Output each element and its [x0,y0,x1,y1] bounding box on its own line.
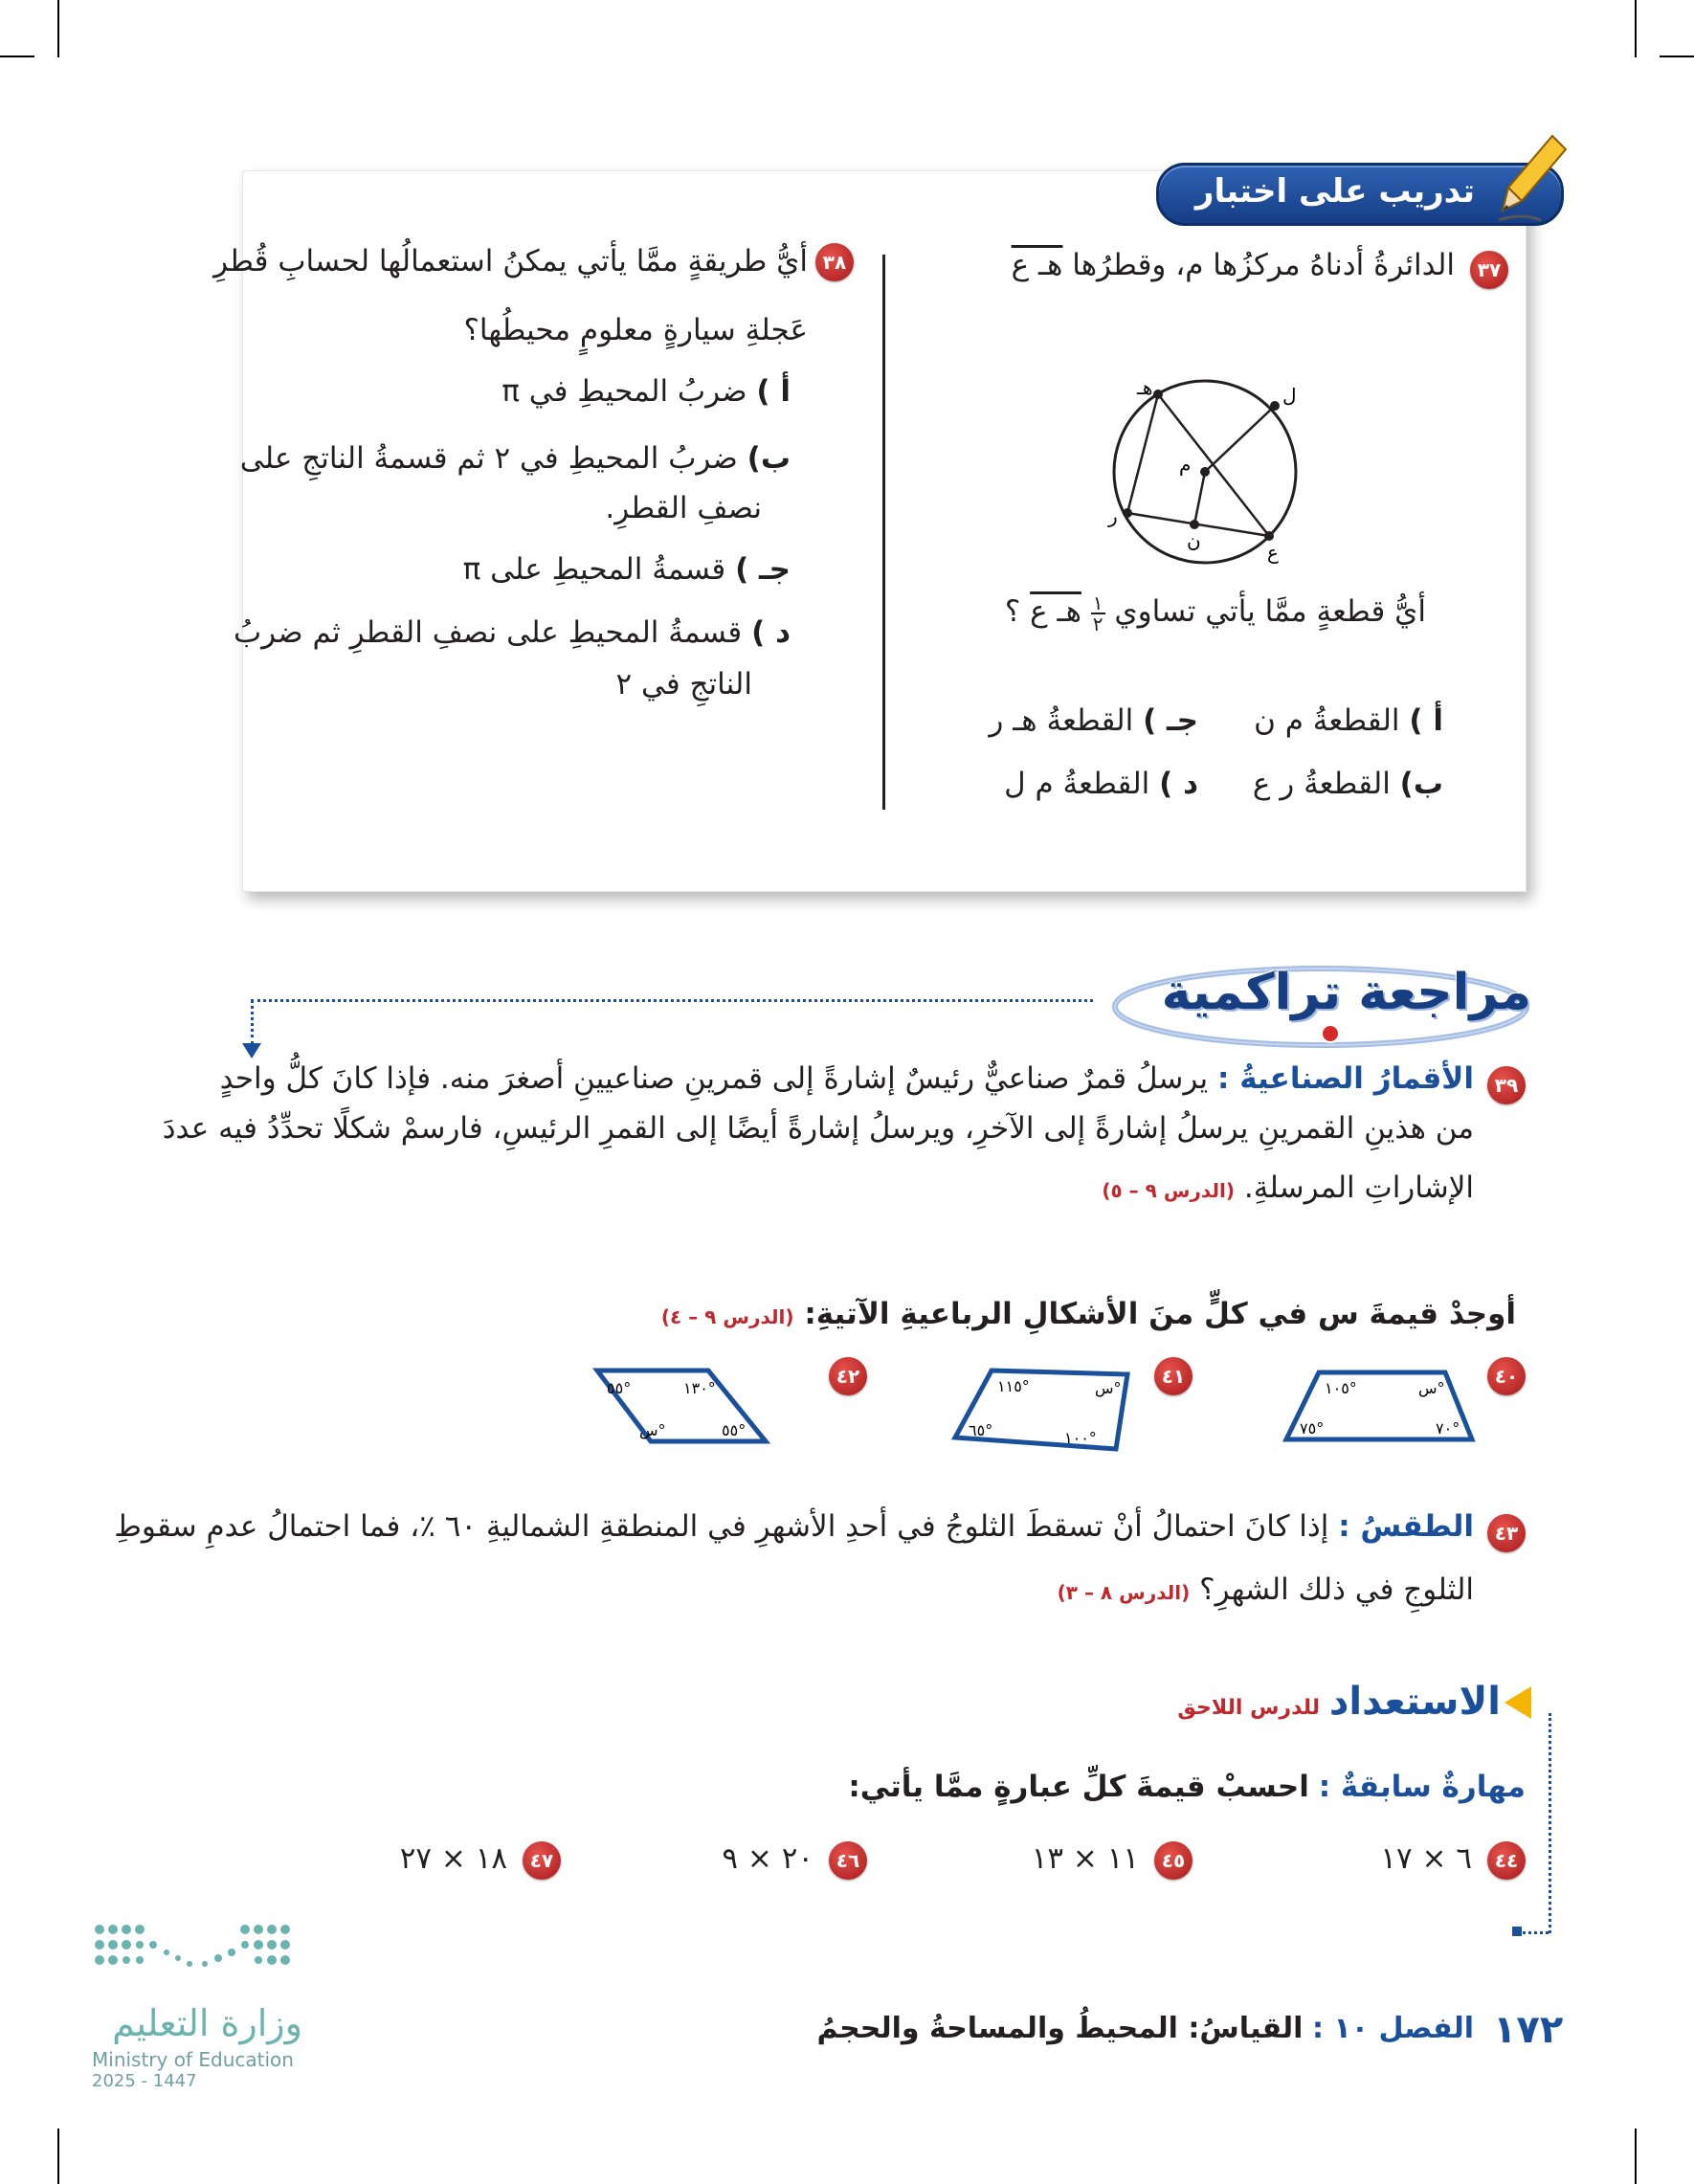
lesson-reference: (الدرس ٨ – ٣) [1057,1581,1191,1604]
half-fraction [1091,593,1105,634]
test-practice-title: تدريب على اختبار [1194,172,1476,211]
choice-letter: أ ) [756,374,791,409]
label-e: ع [1267,541,1279,564]
question-badge: ٣٧ [1470,251,1508,289]
quad-angle: ١١٥° [997,1377,1030,1395]
ministry-name-arabic: وزارة التعليم [112,2002,302,2044]
question-badge: ٤١ [1154,1357,1192,1395]
expression-45: ١١ × ١٣ [1031,1841,1139,1876]
question-badge: ٤٥ [1154,1841,1192,1880]
lesson-reference: (الدرس ٩ – ٤) [660,1305,794,1328]
q37-stem-text: الدائرةُ أدناهُ مركزُها م، وقطرُها [1072,248,1455,282]
quad-angle: س° [1418,1379,1445,1397]
quad-intro: أوجدْ قيمةَ س في كلٍّ منَ الأشكالِ الرباعيةِ الآتيةِ: [804,1297,1516,1331]
q38-choice-b[interactable] [216,438,791,479]
circle-figure [1091,373,1321,574]
choice-letter: جـ ) [735,552,791,587]
expression-47: ١٨ × ٢٧ [399,1841,507,1876]
q38-choice-d-cont: الناتجِ في ٢ [615,667,752,702]
quad-angle: ١٠٥° [1325,1379,1357,1397]
q37-stem-segment: هـ ع [1011,248,1063,282]
pencil-icon [1493,132,1570,228]
chapter-title [816,2012,1474,2045]
question-38-stem-line1: أيُّ طريقةٍ ممَّا يأتي يمكنُ استعمالُها لحسابِ قُطرِ [213,244,808,279]
ministry-logo [90,1914,310,2010]
skill-label: مهارةٌ سابقةٌ : [1318,1770,1526,1804]
quad-angle: ١٠٠° [1064,1429,1097,1447]
prepare-skill [664,1767,1526,1807]
arrow-down-icon [242,1043,261,1059]
q38-choice-d[interactable] [216,613,791,653]
q43-text-end: الثلوجِ في ذلك الشهرِ؟ [1199,1572,1474,1607]
quad-angle: س° [639,1421,666,1439]
ministry-year: 2025 - 1447 [92,2071,197,2091]
crop-mark [1660,56,1694,57]
crop-mark [57,2128,59,2184]
quad-angle: ٥٥° [722,1421,747,1439]
question-39-line2: من هذينِ القمرينِ يرسلُ إشارةً إلى الآخرِ، ويرسلُ إشارةً أيضًا إلى القمرِ الرئيسِ، فارسمْ شكلًا تحدِّدُ فيه عددَ [162,1111,1474,1146]
review-dotted-rule [251,999,254,1045]
q38-choice-b-cont: نصفِ القطرِ. [605,491,762,525]
prepare-subtitle: للدرس اللاحق [1177,1696,1321,1720]
quad-angle: ٥٥° [607,1379,632,1397]
label-n: ن [1187,529,1201,552]
choice-text: القطعةُ م ن [1254,703,1400,738]
choice-letter: ب) [1399,767,1443,801]
q37-ask-segment: هـ ع [1030,594,1081,629]
triangle-pointer-icon [1505,1686,1531,1719]
quad-angle: ٧٥° [1300,1419,1325,1437]
q37-ask-mark: ؟ [1004,594,1021,629]
prepare-title: الاستعداد [1328,1680,1501,1724]
crop-mark [0,56,34,57]
question-39-line1 [219,1059,1474,1099]
question-43-line1 [114,1506,1474,1547]
prepare-dotted-rule [1549,1713,1551,1933]
q39-text: يرسلُ قمرٌ صناعيٌّ رئيسٌ إشارةً إلى قمرينِ صناعيينِ أصغرَ منه. فإذا كانَ كلُّ واحدٍ [219,1061,1209,1096]
quad-41-figure [949,1359,1141,1464]
q37-choice-d[interactable] [940,764,1198,804]
skill-text: احسبْ قيمةَ كلِّ عبارةٍ ممَّا يأتي: [848,1770,1309,1804]
quad-angle: ١٣٠° [683,1379,716,1397]
choice-letter: أ ) [1409,703,1443,738]
q38-choice-c[interactable] [216,549,791,590]
cumulative-review-title: مراجعة تراكمية [1161,964,1531,1021]
lesson-reference: (الدرس ٩ – ٥) [1102,1179,1235,1202]
question-39-line3 [239,1168,1474,1211]
quad-angle: ٧٠° [1436,1419,1460,1437]
choice-text: القطعةُ هـ ر [989,703,1134,738]
question-badge: ٤٠ [1487,1357,1526,1395]
choice-text: القطعةُ م ل [1004,767,1150,801]
prepare-heading [926,1677,1501,1733]
choice-text: قسمةُ المحيطِ على نصفِ القطرِ ثم ضربُ [234,615,743,650]
question-badge: ٣٨ [815,243,854,281]
quad-42-figure [591,1361,773,1457]
question-37-stem [842,245,1455,285]
label-m: م [1179,453,1192,476]
quad-instructions [368,1294,1516,1337]
quad-angle: س° [1095,1379,1122,1397]
choice-text: ضربُ المحيطِ في π [502,374,747,409]
choice-letter: د ) [751,615,791,650]
choice-letter: جـ ) [1143,703,1198,738]
quad-angle: ٦٥° [969,1421,993,1439]
q43-topic: الطقسُ : [1338,1509,1474,1544]
q38-choice-a[interactable] [216,371,791,412]
choice-text: ضربُ المحيطِ في ٢ ثم قسمةُ الناتجِ على [239,441,738,476]
label-l: ل [1282,384,1297,407]
chapter-label: الفصل ١٠ : [1312,2012,1474,2045]
choice-text: القطعةُ ر ع [1252,767,1391,801]
quad-40-figure [1273,1363,1483,1449]
chapter-name: القياسُ: المحيطُ والمساحةُ والحجمُ [816,2012,1304,2045]
q43-text: إذا كانَ احتمالُ أنْ تسقطَ الثلوجُ في أحدِ الأشهرِ في المنطقةِ الشماليةِ ٦٠ ٪، فما احتمالُ عدمِ سقوطِ [114,1509,1329,1544]
q37-choice-c[interactable] [940,701,1198,741]
label-h: هـ [1137,376,1153,399]
crop-mark [1635,0,1637,57]
q39-text-end: الإشاراتِ المرسلةِ. [1243,1170,1474,1205]
question-badge: ٤٤ [1487,1841,1526,1880]
q37-ask-text: أيُّ قطعةٍ ممَّا يأتي تساوي [1114,594,1426,629]
question-badge: ٣٩ [1487,1066,1526,1104]
question-43-line2 [239,1570,1474,1613]
page-number: ١٧٢ [1493,2008,1564,2052]
q37-choice-a[interactable] [1204,701,1443,741]
question-37-ask [852,591,1426,634]
expression-46: ٢٠ × ٩ [722,1841,814,1876]
q37-choice-b[interactable] [1204,764,1443,804]
question-badge: ٤٣ [1487,1514,1526,1552]
square-marker-icon [1512,1927,1522,1936]
ministry-name-english: Ministry of Education [92,2048,294,2071]
fraction-denominator: ٢ [1092,612,1103,635]
choice-letter: د ) [1159,767,1198,801]
question-38-stem-line2: عَجلةِ سيارةٍ معلومٍ محيطُها؟ [463,313,808,347]
crop-mark [1635,2128,1637,2184]
q39-topic: الأقمارُ الصناعيةُ : [1217,1061,1474,1096]
expression-44: ٦ × ١٧ [1380,1841,1472,1876]
question-badge: ٤٦ [829,1841,867,1880]
review-dotted-rule [251,999,1093,1002]
choice-letter: ب) [747,441,791,476]
question-badge: ٤٧ [523,1841,561,1880]
choice-text: قسمةُ المحيطِ على π [462,552,726,587]
question-badge: ٤٢ [829,1357,867,1395]
column-divider [882,255,885,810]
label-r: ر [1108,504,1118,527]
fraction-numerator: ١ [1092,591,1103,614]
crop-mark [57,0,59,57]
